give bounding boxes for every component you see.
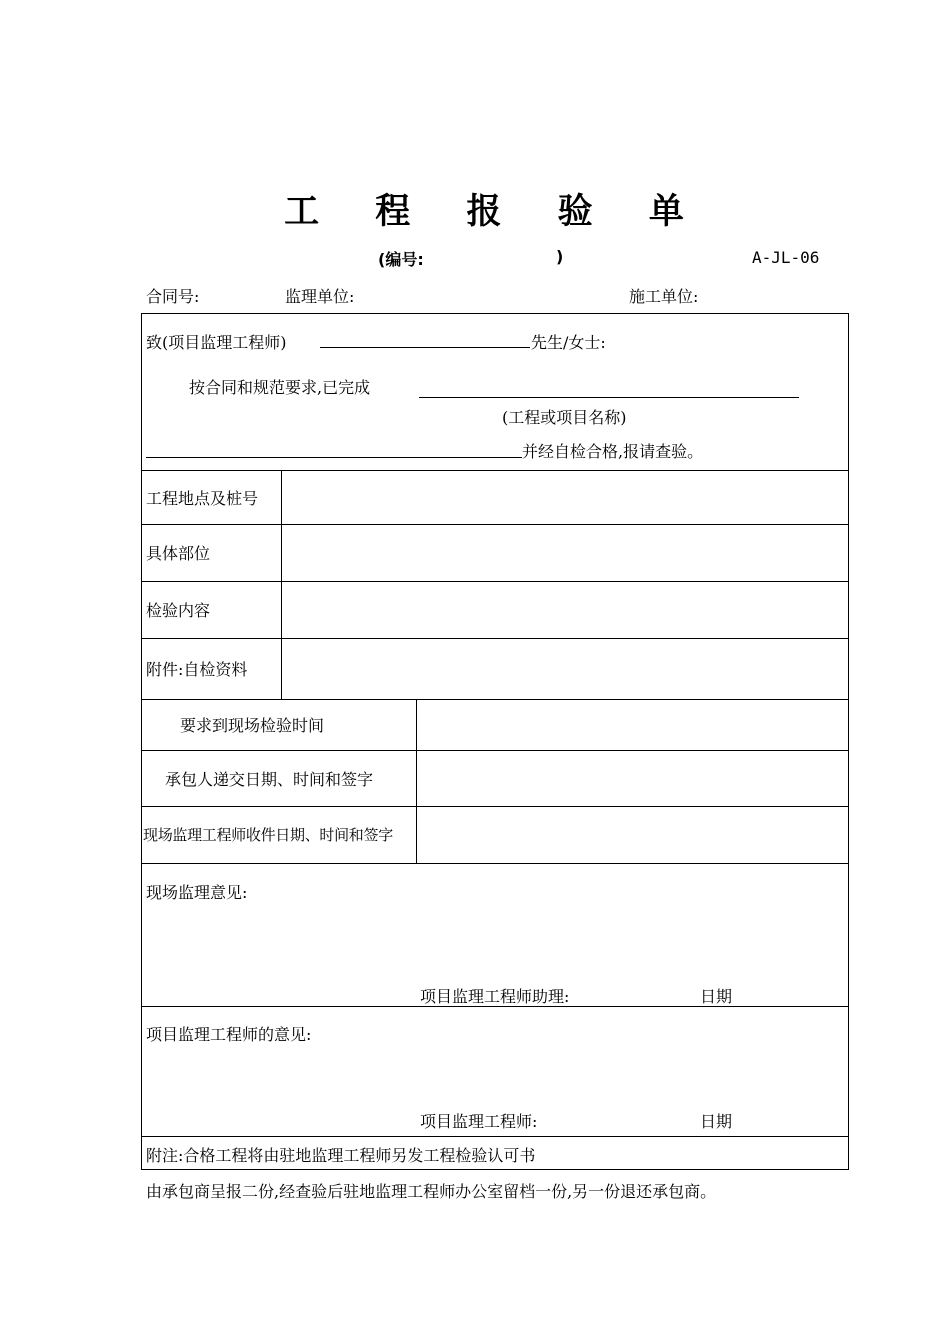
- construction-unit-label: 施工单位:: [629, 287, 699, 306]
- site-opinion-signer: 项目监理工程师助理:: [420, 987, 570, 1006]
- contractor-submit-field[interactable]: [417, 751, 848, 806]
- engineer-opinion-signer: 项目监理工程师:: [420, 1112, 538, 1131]
- row-label-location: 工程地点及桩号: [146, 488, 259, 508]
- supervision-unit-label: 监理单位:: [285, 287, 355, 306]
- project-name-hint: (工程或项目名称): [502, 408, 627, 427]
- project-name-blank-2[interactable]: [146, 457, 522, 458]
- row-label-content: 检验内容: [146, 601, 211, 620]
- note: 附注:合格工程将由驻地监理工程师另发工程检验认可书: [146, 1146, 536, 1165]
- part-field[interactable]: [282, 525, 848, 581]
- to-label: 致(项目监理工程师): [146, 333, 287, 352]
- contract-no-label: 合同号:: [146, 287, 200, 306]
- body-line2: 并经自检合格,报请查验。: [522, 442, 704, 461]
- row-label-engineer-receipt: 现场监理工程师收件日期、时间和签字: [143, 826, 393, 844]
- inspection-time-field[interactable]: [417, 700, 848, 750]
- row-label-inspection-time: 要求到现场检验时间: [180, 716, 325, 735]
- divider: [141, 1136, 849, 1137]
- engineer-opinion-date: 日期: [700, 1112, 733, 1131]
- engineer-receipt-field[interactable]: [417, 807, 848, 863]
- project-name-blank[interactable]: [419, 397, 799, 398]
- row-label-contractor-submit: 承包人递交日期、时间和签字: [165, 769, 374, 789]
- location-field[interactable]: [282, 471, 848, 524]
- engineer-name-blank[interactable]: [320, 347, 530, 348]
- site-opinion-label: 现场监理意见:: [146, 883, 248, 902]
- content-field[interactable]: [282, 582, 848, 638]
- number-label-close: ): [556, 247, 564, 266]
- body-line1: 按合同和规范要求,已完成: [189, 378, 371, 397]
- salutation: 先生/女士:: [531, 333, 606, 352]
- page-title: 工 程 报 验 单: [284, 192, 706, 232]
- attachment-field[interactable]: [282, 639, 848, 699]
- site-opinion-date: 日期: [700, 987, 733, 1006]
- row-label-attachment: 附件:自检资料: [146, 660, 248, 679]
- form-code: A-JL-06: [752, 248, 820, 267]
- row-label-part: 具体部位: [146, 544, 211, 563]
- footer-text: 由承包商呈报二份,经查验后驻地监理工程师办公室留档一份,另一份退还承包商。: [146, 1182, 717, 1201]
- number-label: (编号:: [378, 250, 424, 269]
- divider: [141, 863, 849, 864]
- engineer-opinion-label: 项目监理工程师的意见:: [146, 1025, 312, 1044]
